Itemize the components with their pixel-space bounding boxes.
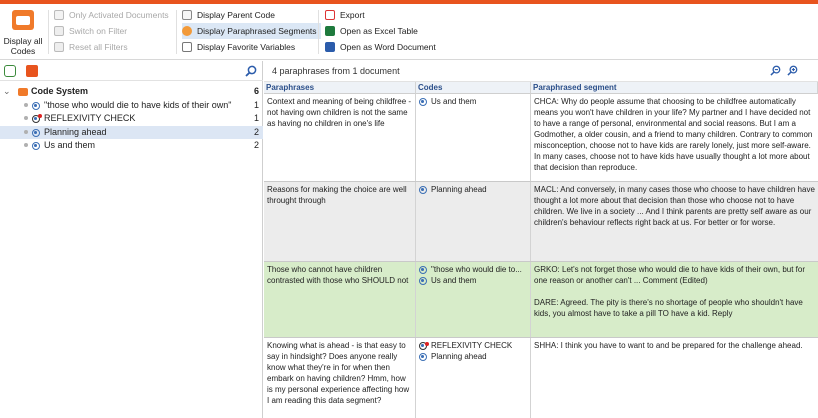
code-icon <box>419 98 427 106</box>
code-system-toolbar <box>0 61 263 81</box>
table-row-highlighted[interactable] <box>264 262 818 338</box>
code-tag-label: REFLEXIVITY CHECK <box>431 341 513 350</box>
tree-item-count: 1 <box>253 99 259 110</box>
code-tag-label: Us and them <box>431 97 477 106</box>
display-all-codes-label: Display all Codes <box>3 36 43 56</box>
tree-item-label: REFLEXIVITY CHECK <box>44 113 136 123</box>
code-icon <box>419 277 427 285</box>
tree-item[interactable] <box>0 112 263 126</box>
table-row[interactable] <box>264 94 818 182</box>
memo-flag-icon <box>38 114 42 118</box>
memo-flag-icon <box>425 342 429 346</box>
reset-all-filters-button[interactable] <box>54 39 169 55</box>
code-tree <box>0 85 263 153</box>
segment-cell: CHCA: Why do people assume that choosing to be childfree automatically means you won't have children in your life? My partner and I have decided not to have a range of personal, environmental and social reasons. But I am a Godmother, a older cousin, and a friend to many children. Contrary to common misconception, choose not to have kids are rarely lonely, just more self-aware. In many cases, choose not to have kids have usually thought a lot more about that decision than reproduce. <box>534 97 813 172</box>
display-paraphrased-segments-button[interactable] <box>182 23 321 39</box>
open-word-label: Open as Word Document <box>340 42 436 52</box>
code-tag <box>419 351 527 362</box>
column-header-paraphrases[interactable]: Paraphrases <box>264 82 416 94</box>
paraphrase-cell[interactable]: Knowing what is ahead - is that easy to say in hindsight? Does anyone really know what they're in for when then embark on having children? Hmm, how is my personal experience affecting how I am reading this data segment? <box>264 338 416 418</box>
ribbon-separator <box>318 10 319 54</box>
segment-cell: MACL: And conversely, in many cases those who choose to have children have thought a lot more about that decision than those who choose not to have children. We live in a society ... And I think parents are pretty self aware as our children's behaviour reflects right back at us. For better or for worse. <box>534 185 815 227</box>
column-header-segment[interactable]: Paraphrased segment <box>531 82 818 94</box>
excel-icon <box>325 26 335 36</box>
code-system-pane <box>0 61 263 418</box>
node-dot-icon <box>24 103 28 107</box>
open-excel-button[interactable] <box>325 23 436 39</box>
codes-cell <box>416 338 531 418</box>
display-all-codes-button[interactable] <box>2 6 44 58</box>
ribbon-separator <box>48 10 49 54</box>
segment-cell: GRKO: Let's not forget those who would die to have kids of their own, but for one reason or another can't ... Comment (Edited) DARE: Agreed. The pity is there's no shortage of people who shouldn't have kids, you almost have to take a pill TO have a kid. Reply <box>534 265 806 318</box>
collapse-chevron-icon[interactable]: ⌄ <box>3 86 11 96</box>
node-dot-icon <box>24 143 28 147</box>
display-favorite-variables-label: Display Favorite Variables <box>197 42 296 52</box>
open-word-button[interactable] <box>325 39 436 55</box>
codes-cell <box>416 262 531 337</box>
zoom-out-icon[interactable] <box>770 65 781 76</box>
zoom-in-icon[interactable] <box>787 65 798 76</box>
filter-icon <box>54 26 64 36</box>
export-icon <box>325 10 335 20</box>
code-system-icon <box>18 88 28 96</box>
column-header-codes[interactable]: Codes <box>416 82 531 94</box>
paraphrase-icon <box>182 26 192 36</box>
node-dot-icon <box>24 116 28 120</box>
display-favorite-variables-button[interactable] <box>182 39 317 55</box>
export-label: Export <box>340 10 365 20</box>
filter-code-icon[interactable] <box>26 65 38 77</box>
code-icon <box>32 102 40 110</box>
tree-item-label: Planning ahead <box>44 126 107 137</box>
tree-item-count: 2 <box>253 126 259 137</box>
code-tag <box>419 340 527 351</box>
export-button[interactable] <box>325 7 436 23</box>
tree-item-count: 2 <box>253 140 259 150</box>
switch-on-filter-button[interactable] <box>54 23 169 39</box>
paraphrase-cell[interactable]: Reasons for making the choice are well throught through <box>264 182 416 261</box>
code-icon <box>32 129 40 137</box>
node-dot-icon <box>24 130 28 134</box>
code-icon <box>32 142 40 150</box>
tree-root-count: 6 <box>253 86 259 96</box>
code-tag <box>419 264 527 275</box>
code-tag-label: Planning ahead <box>431 352 487 361</box>
ribbon-separator <box>176 10 177 54</box>
display-paraphrased-segments-label: Display Paraphrased Segments <box>197 26 317 36</box>
paraphrases-header <box>264 61 818 82</box>
display-group <box>182 7 317 55</box>
reset-filter-icon <box>54 42 64 52</box>
code-tag-label: "those who would die to... <box>431 265 522 274</box>
display-parent-code-button[interactable] <box>182 7 317 23</box>
only-activated-documents-button[interactable] <box>54 7 169 23</box>
parent-code-icon <box>182 10 192 20</box>
display-parent-code-label: Display Parent Code <box>197 10 275 20</box>
table-row[interactable] <box>264 338 818 418</box>
tree-item-selected[interactable] <box>0 126 263 140</box>
segment-cell: SHHA: I think you have to want to and be prepared for the challenge ahead. <box>534 341 803 350</box>
paraphrase-cell[interactable]: Context and meaning of being childfree - not having own children is not the same as having no children in one's life <box>264 94 416 181</box>
tree-root-label: Code System <box>31 86 89 96</box>
tree-root[interactable] <box>0 85 263 99</box>
export-group <box>325 7 436 55</box>
tree-item[interactable] <box>0 99 263 113</box>
variables-icon <box>182 42 192 52</box>
new-code-icon[interactable] <box>4 65 16 77</box>
word-icon <box>325 42 335 52</box>
code-tag <box>419 184 527 195</box>
code-system-icon <box>12 10 34 30</box>
document-icon <box>54 10 64 20</box>
codes-cell <box>416 182 531 261</box>
open-excel-label: Open as Excel Table <box>340 26 418 36</box>
tree-item-label: "those who would die to have kids of their own" <box>44 99 232 110</box>
code-tag-label: Planning ahead <box>431 185 487 194</box>
tree-item-count: 1 <box>253 113 259 123</box>
paraphrases-pane <box>264 61 818 418</box>
reset-all-filters-label: Reset all Filters <box>69 42 128 52</box>
code-icon <box>419 186 427 194</box>
filter-group <box>54 7 169 55</box>
code-tag-label: Us and them <box>431 276 477 285</box>
paraphrases-count-title: 4 paraphrases from 1 document <box>272 66 400 76</box>
tree-item-label: Us and them <box>44 140 96 150</box>
switch-on-filter-label: Switch on Filter <box>69 26 128 36</box>
code-tag <box>419 275 527 286</box>
paraphrase-cell[interactable]: Those who cannot have children contrasted with those who SHOULD not <box>264 262 416 337</box>
code-icon <box>419 266 427 274</box>
code-tag <box>419 96 527 107</box>
table-row[interactable] <box>264 182 818 262</box>
only-activated-documents-label: Only Activated Documents <box>69 10 169 20</box>
code-icon <box>419 353 427 361</box>
codes-cell <box>416 94 531 181</box>
tree-item[interactable] <box>0 139 263 153</box>
ribbon-toolbar <box>0 4 818 60</box>
search-icon[interactable] <box>245 65 257 77</box>
